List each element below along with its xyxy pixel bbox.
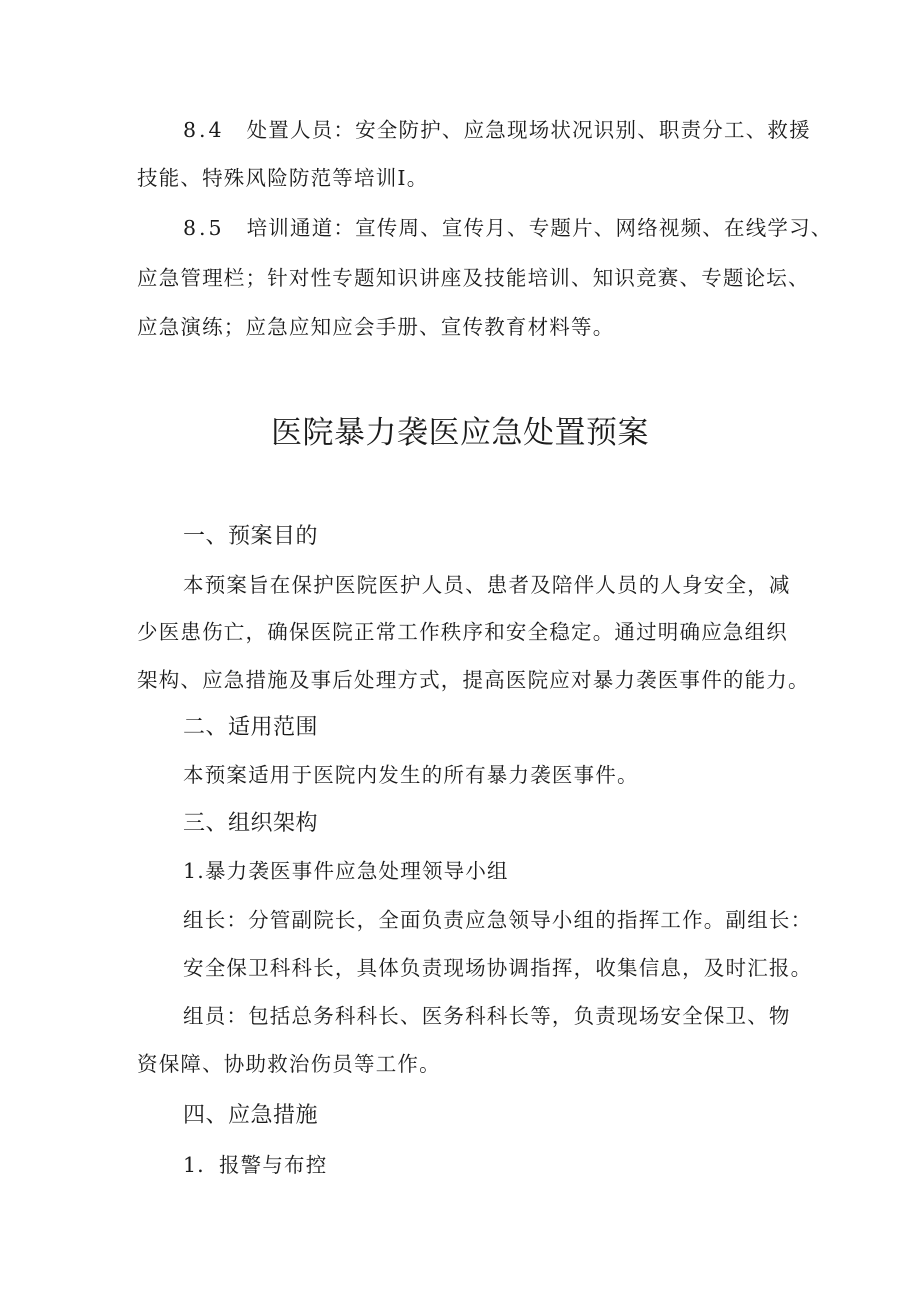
paragraph-8-5-line-1: 8.5 培训通道：宣传周、宣传月、专题片、网络视频、在线学习、 [183, 216, 833, 240]
section-heading-measures: 四、应急措施 [183, 1103, 319, 1128]
organization-line-3: 组员：包括总务科科长、医务科科长等，负责现场安全保卫、物 [183, 1004, 791, 1028]
item-number-8-4: 8.4 [183, 118, 225, 142]
purpose-line-3: 架构、应急措施及事后处理方式，提高医院应对暴力袭医事件的能力。 [137, 668, 810, 692]
purpose-line-1: 本预案旨在保护医院医护人员、患者及陪伴人员的人身安全，减 [183, 573, 791, 597]
scope-line-1: 本预案适用于医院内发生的所有暴力袭医事件。 [183, 763, 639, 787]
section-heading-scope: 二、适用范围 [183, 715, 319, 740]
organization-line-2: 安全保卫科科长，具体负责现场协调指挥，收集信息，及时汇报。 [183, 956, 813, 980]
paragraph-8-4-line-2: 技能、特殊风险防范等培训I。 [137, 166, 429, 190]
paragraph-8-5-line-2: 应急管理栏；针对性专题知识讲座及技能培训、知识竞赛、专题论坛、 [137, 266, 810, 290]
organization-item-1: 1.暴力袭医事件应急处理领导小组 [183, 859, 509, 883]
measures-item-1: 1．报警与布控 [183, 1153, 328, 1177]
purpose-line-2: 少医患伤亡，确保医院正常工作秩序和安全稳定。通过明确应急组织 [137, 620, 788, 644]
paragraph-8-4-line-1: 8.4 处置人员：安全防护、应急现场状况识别、职责分工、救援 [183, 118, 811, 142]
organization-line-1: 组长：分管副院长，全面负责应急领导小组的指挥工作。副组长： [183, 908, 813, 932]
organization-line-4: 资保障、协助救治伤员等工作。 [137, 1052, 441, 1076]
document-title: 医院暴力袭医应急处置预案 [271, 415, 649, 451]
section-heading-purpose: 一、预案目的 [183, 524, 319, 549]
section-heading-organization: 三、组织架构 [183, 811, 319, 836]
paragraph-8-5-line-3: 应急演练；应急应知应会手册、宣传教育材料等。 [137, 315, 615, 339]
item-number-8-5: 8.5 [183, 216, 225, 240]
